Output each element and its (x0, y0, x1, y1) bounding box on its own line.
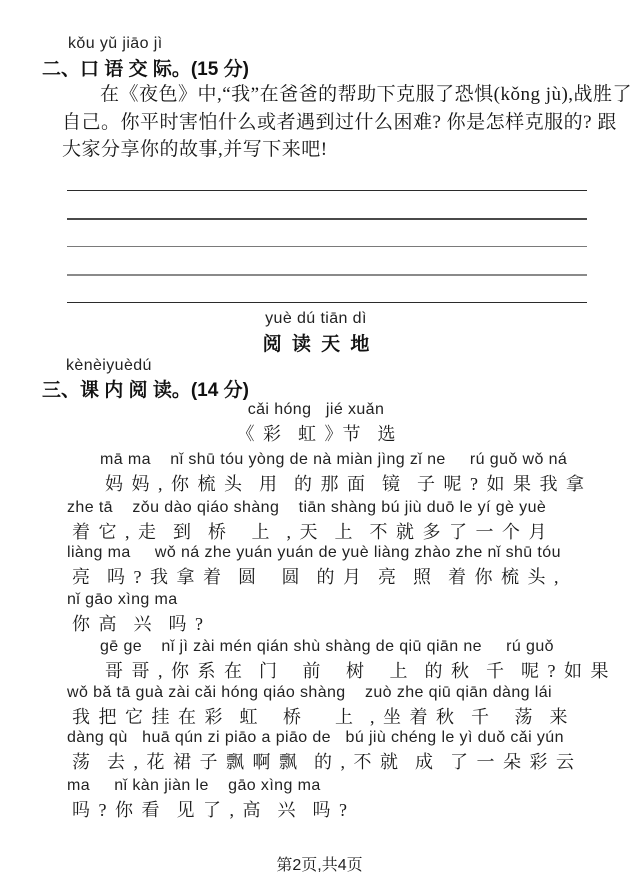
passage-line (100, 637, 609, 683)
passage-line-hanzi: 吗 ? 你 看 见 了 , 高 兴 吗 ? (72, 800, 347, 820)
passage-line (67, 728, 574, 774)
passage-title-pinyin: cǎi hóng jié xuǎn (247, 401, 385, 418)
page-footer: 第2页,共4页 (276, 857, 363, 874)
prompt-line: 大家分享你的故事,并写下来吧! (62, 139, 328, 160)
passage-line-hanzi: 亮 吗 ? 我 拿 着 圆 圆 的 月 亮 照 着 你 梳 头 , (72, 567, 559, 587)
passage-line-pinyin: zhe tā zǒu dào qiáo shàng tiān shàng bú jiù duō le yí gè yuè (67, 499, 547, 516)
passage-line (67, 590, 203, 636)
answer-line (67, 190, 587, 191)
passage-line (67, 498, 547, 544)
passage-line (67, 543, 561, 589)
section3-heading: 三、课 内 阅 读。(14 分) (42, 380, 249, 401)
section3-heading-pinyin: kènèiyuèdú (66, 357, 152, 374)
passage-line-hanzi: 荡 去 , 花 裙 子 飘 啊 飘 的 , 不 就 成 了 一 朵 彩 云 (72, 752, 574, 772)
answer-line (67, 302, 587, 303)
reading-banner-title: 阅 读 天 地 (262, 334, 370, 355)
passage-line-pinyin: gē ge nǐ jì zài mén qián shù shàng de qiū qiān ne rú guǒ (100, 638, 554, 655)
section2-heading-pinyin: kǒu yǔ jiāo jì (68, 35, 163, 52)
passage-title-block (0, 401, 632, 446)
prompt-line: 在《夜色》中,“我”在爸爸的帮助下克服了恐惧(kǒng jù),战胜了 (100, 84, 633, 105)
passage-line-hanzi: 妈 妈 , 你 梳 头 用 的 那 面 镜 子 呢 ? 如 果 我 拿 (105, 474, 584, 494)
passage-line-pinyin: mā ma nǐ shū tóu yòng de nà miàn jìng zǐ ne rú guǒ wǒ ná (100, 451, 568, 468)
answer-line (67, 218, 587, 220)
passage-line-hanzi: 你 高 兴 吗 ? (72, 614, 203, 634)
passage-line-pinyin: dàng qù huā qún zi piāo a piāo de bú jiù chéng le yì duǒ cǎi yún (67, 729, 564, 746)
reading-banner-pinyin: yuè dú tiān dì (265, 310, 367, 327)
passage-line (100, 450, 584, 496)
passage-line-pinyin: liàng ma wǒ ná zhe yuán yuán de yuè liàng zhào zhe nǐ shū tóu (67, 544, 561, 561)
passage-line-hanzi: 着 它 , 走 到 桥 上 , 天 上 不 就 多 了 一 个 月 (72, 522, 547, 542)
passage-line-pinyin: ma nǐ kàn jiàn le gāo xìng ma (67, 777, 321, 794)
answer-line (67, 274, 587, 276)
passage-line-hanzi: 我 把 它 挂 在 彩 虹 桥 上 , 坐 着 秋 千 荡 来 (72, 707, 568, 727)
passage-line-hanzi: 哥 哥 , 你 系 在 门 前 树 上 的 秋 千 呢 ? 如 果 (105, 661, 609, 681)
section2-heading: 二、口 语 交 际。(15 分) (42, 59, 249, 80)
prompt-line: 自己。你平时害怕什么或者遇到过什么困难? 你是怎样克服的? 跟 (62, 111, 617, 133)
passage-title: 《 彩 虹 》节 选 (236, 424, 396, 444)
answer-line (67, 246, 587, 247)
passage-line-pinyin: wǒ bǎ tā guà zài cǎi hóng qiáo shàng zuò zhe qiū qiān dàng lái (67, 684, 552, 701)
passage-line (67, 776, 347, 822)
reading-banner (0, 310, 632, 356)
passage-line-pinyin: nǐ gāo xìng ma (67, 591, 178, 608)
passage-line (67, 683, 568, 729)
section2-prompt (62, 81, 633, 164)
